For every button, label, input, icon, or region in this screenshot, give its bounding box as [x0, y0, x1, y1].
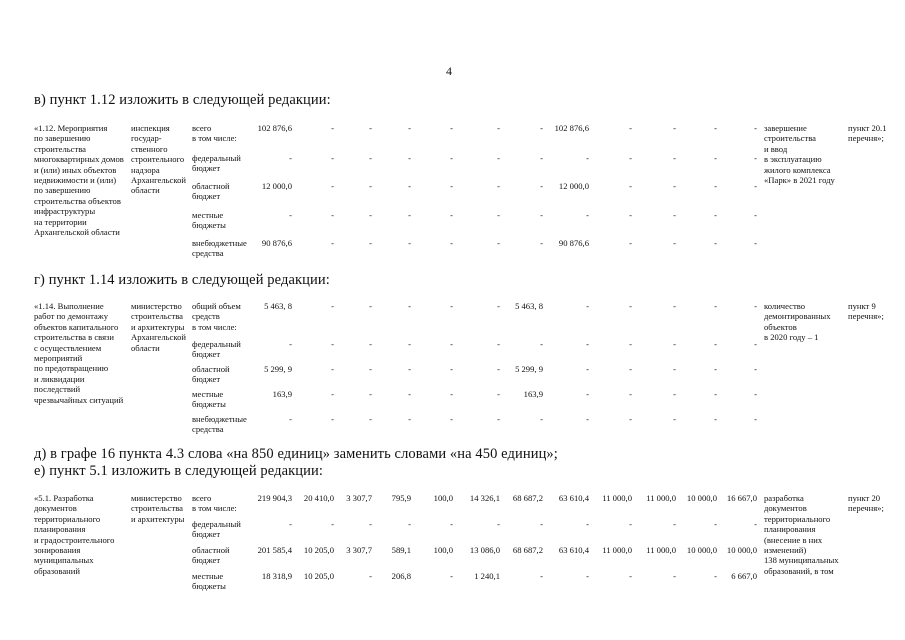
table-cell: -	[497, 238, 500, 248]
table-cell: -	[450, 153, 453, 163]
table-cell: -	[450, 519, 453, 529]
funding-source-label: областной бюджет	[192, 545, 230, 566]
table-cell: -	[754, 123, 757, 133]
table-cell: -	[369, 364, 372, 374]
table-cell: -	[673, 238, 676, 248]
reference: пункт 20.1 перечня»;	[848, 123, 887, 144]
table-cell: -	[450, 210, 453, 220]
table-cell: -	[289, 210, 292, 220]
table-cell: 11 000,0	[602, 545, 632, 555]
table-cell: 10 000,0	[686, 493, 717, 503]
table-cell: 3 307,7	[346, 493, 372, 503]
table-cell: 10 205,0	[303, 571, 334, 581]
table-cell: 589,1	[391, 545, 411, 555]
table-cell: -	[497, 153, 500, 163]
table-cell: -	[289, 339, 292, 349]
table-cell: -	[754, 339, 757, 349]
table-cell: -	[331, 339, 334, 349]
table-cell: -	[754, 210, 757, 220]
table-cell: -	[331, 414, 334, 424]
table-cell: -	[450, 301, 453, 311]
table-cell: -	[754, 414, 757, 424]
table-cell: -	[450, 571, 453, 581]
table-cell: 10 000,0	[686, 545, 717, 555]
table-cell: -	[714, 210, 717, 220]
table-cell: -	[369, 238, 372, 248]
table-cell: -	[540, 339, 543, 349]
table-cell: -	[497, 123, 500, 133]
funding-source-label: местные бюджеты	[192, 210, 226, 231]
table-cell: -	[714, 414, 717, 424]
table-cell: -	[289, 153, 292, 163]
table-cell: -	[331, 181, 334, 191]
table-cell: -	[629, 181, 632, 191]
table-cell: 12 000,0	[558, 181, 589, 191]
reference: пункт 9 перечня»;	[848, 301, 884, 322]
funding-source-label: внебюджетные средства	[192, 238, 247, 259]
table-cell: -	[714, 364, 717, 374]
table-cell: 68 687,2	[512, 545, 543, 555]
table-cell: -	[673, 519, 676, 529]
table-cell: 795,9	[391, 493, 411, 503]
table-cell: -	[714, 123, 717, 133]
table-cell: -	[450, 181, 453, 191]
table-cell: -	[629, 210, 632, 220]
table-cell: 18 318,9	[261, 571, 292, 581]
table-cell: -	[369, 414, 372, 424]
table-cell: -	[369, 181, 372, 191]
table-cell: -	[629, 123, 632, 133]
table-cell: 10 000,0	[726, 545, 757, 555]
table-cell: 14 326,1	[469, 493, 500, 503]
table-cell: -	[331, 364, 334, 374]
funding-source-label: внебюджетные средства	[192, 414, 247, 435]
table-cell: -	[540, 519, 543, 529]
table-cell: -	[629, 238, 632, 248]
table-cell: -	[369, 210, 372, 220]
table-cell: -	[369, 123, 372, 133]
table-cell: 5 463, 8	[515, 301, 543, 311]
table-cell: -	[754, 364, 757, 374]
table-cell: -	[497, 210, 500, 220]
table-cell: -	[629, 301, 632, 311]
table-cell: -	[714, 339, 717, 349]
table-cell: -	[497, 364, 500, 374]
table-cell: 1 240,1	[474, 571, 500, 581]
funding-source-label: общий объем средств в том числе:	[192, 301, 241, 332]
table-cell: 68 687,2	[512, 493, 543, 503]
table-cell: -	[450, 364, 453, 374]
table-cell: -	[408, 364, 411, 374]
table-cell: 100,0	[433, 545, 453, 555]
table-cell: 5 299, 9	[515, 364, 543, 374]
table-cell: -	[673, 414, 676, 424]
table-cell: -	[497, 181, 500, 191]
funding-source-label: федеральный бюджет	[192, 153, 241, 174]
table-cell: -	[673, 210, 676, 220]
table-cell: -	[673, 571, 676, 581]
table-cell: 11 000,0	[646, 545, 676, 555]
table-cell: -	[497, 301, 500, 311]
measure-name: «5.1. Разработка документов территориального планирования и градостроительного зонирования муниципальных образований	[34, 493, 115, 576]
table-cell: -	[586, 153, 589, 163]
table-cell: -	[408, 414, 411, 424]
table-cell: -	[714, 519, 717, 529]
table-cell: -	[369, 389, 372, 399]
table-cell: -	[754, 153, 757, 163]
table-cell: -	[754, 238, 757, 248]
heading-d: д) в графе 16 пункта 4.3 слова «на 850 единиц» заменить словами «на 450 единиц»;	[34, 446, 558, 462]
funding-source-label: всего в том числе:	[192, 123, 237, 144]
table-cell: -	[408, 153, 411, 163]
table-cell: -	[629, 339, 632, 349]
table-cell: -	[673, 153, 676, 163]
table-cell: -	[714, 181, 717, 191]
table-cell: -	[586, 571, 589, 581]
table-cell: -	[629, 364, 632, 374]
table-cell: -	[408, 339, 411, 349]
table-cell: -	[673, 181, 676, 191]
table-cell: -	[629, 389, 632, 399]
table-cell: -	[450, 389, 453, 399]
table-cell: -	[369, 301, 372, 311]
table-cell: -	[408, 301, 411, 311]
table-cell: -	[408, 181, 411, 191]
table-cell: -	[754, 181, 757, 191]
table-cell: -	[714, 238, 717, 248]
table-cell: 16 667,0	[726, 493, 757, 503]
table-cell: 90 876,6	[558, 238, 589, 248]
table-cell: -	[369, 339, 372, 349]
table-cell: 201 585,4	[257, 545, 292, 555]
table-cell: -	[673, 301, 676, 311]
table-cell: -	[586, 301, 589, 311]
table-cell: 100,0	[433, 493, 453, 503]
funding-source-label: всего в том числе:	[192, 493, 237, 514]
table-cell: -	[714, 571, 717, 581]
table-cell: 163,9	[523, 389, 543, 399]
measure-name: «1.12. Мероприятия по завершению строительства многоквартирных домов и (или) иных объектов недвижимости и (или) по завершению строительства объектов инфраструктуры на территории Архангельской области	[34, 123, 124, 238]
measure-name: «1.14. Выполнение работ по демонтажу объектов капитального строительства в связи с осуществлением мероприятий по предотвращению и ликвидации последствий чрезвычайных ситуаций	[34, 301, 124, 405]
table-cell: -	[289, 519, 292, 529]
table-cell: -	[497, 389, 500, 399]
table-cell: -	[540, 414, 543, 424]
table-cell: 13 086,0	[469, 545, 500, 555]
table-cell: -	[408, 238, 411, 248]
table-cell: -	[408, 123, 411, 133]
funding-source-label: местные бюджеты	[192, 389, 226, 410]
table-cell: -	[369, 571, 372, 581]
table-cell: -	[540, 210, 543, 220]
table-cell: -	[540, 123, 543, 133]
table-cell: -	[331, 123, 334, 133]
table-cell: -	[754, 389, 757, 399]
expected-result: разработка документов территориального планирования (внесение в них изменений) 138 муниципальных образований, в том	[764, 493, 839, 576]
table-cell: -	[497, 414, 500, 424]
heading-g: г) пункт 1.14 изложить в следующей редакции:	[34, 272, 330, 288]
table-cell: -	[586, 519, 589, 529]
expected-result: завершение строительства и ввод в эксплуатацию жилого комплекса «Парк» в 2021 году	[764, 123, 835, 186]
table-cell: -	[540, 571, 543, 581]
table-cell: -	[629, 571, 632, 581]
table-cell: -	[369, 519, 372, 529]
table-cell: -	[408, 519, 411, 529]
table-cell: -	[289, 414, 292, 424]
table-cell: -	[331, 238, 334, 248]
table-cell: -	[629, 414, 632, 424]
table-cell: 63 610,4	[558, 493, 589, 503]
table-cell: 5 299, 9	[264, 364, 292, 374]
table-cell: -	[369, 153, 372, 163]
table-cell: -	[586, 364, 589, 374]
table-cell: -	[540, 181, 543, 191]
table-cell: -	[331, 519, 334, 529]
table-cell: 20 410,0	[303, 493, 334, 503]
table-cell: -	[714, 389, 717, 399]
table-cell: 12 000,0	[261, 181, 292, 191]
table-cell: 102 876,6	[257, 123, 292, 133]
executor: министерство строительства и архитектуры	[131, 493, 185, 524]
table-cell: -	[497, 339, 500, 349]
table-cell: -	[331, 389, 334, 399]
table-cell: 11 000,0	[602, 493, 632, 503]
executor: министерство строительства и архитектуры Архангельской области	[131, 301, 186, 353]
table-cell: -	[714, 301, 717, 311]
table-cell: -	[331, 153, 334, 163]
funding-source-label: областной бюджет	[192, 181, 230, 202]
table-cell: 63 610,4	[558, 545, 589, 555]
funding-source-label: местные бюджеты	[192, 571, 226, 592]
table-cell: -	[754, 301, 757, 311]
table-cell: -	[331, 210, 334, 220]
page-number: 4	[446, 64, 452, 78]
table-cell: -	[497, 519, 500, 529]
table-cell: -	[540, 238, 543, 248]
table-cell: 5 463, 8	[264, 301, 292, 311]
table-cell: -	[408, 210, 411, 220]
table-cell: -	[540, 153, 543, 163]
table-cell: -	[586, 389, 589, 399]
table-cell: -	[450, 414, 453, 424]
table-cell: 90 876,6	[261, 238, 292, 248]
heading-e: е) пункт 5.1 изложить в следующей редакции:	[34, 463, 323, 479]
funding-source-label: федеральный бюджет	[192, 339, 241, 360]
table-cell: -	[629, 519, 632, 529]
funding-source-label: областной бюджет	[192, 364, 230, 385]
table-cell: 11 000,0	[646, 493, 676, 503]
heading-v: в) пункт 1.12 изложить в следующей редакции:	[34, 92, 331, 108]
table-cell: -	[586, 339, 589, 349]
table-cell: -	[754, 519, 757, 529]
table-cell: -	[586, 414, 589, 424]
table-cell: -	[629, 153, 632, 163]
table-cell: -	[673, 339, 676, 349]
table-cell: -	[673, 123, 676, 133]
table-cell: -	[450, 238, 453, 248]
table-cell: 163,9	[272, 389, 292, 399]
reference: пункт 20 перечня»;	[848, 493, 884, 514]
table-cell: -	[331, 301, 334, 311]
table-cell: 219 904,3	[257, 493, 292, 503]
table-cell: -	[673, 364, 676, 374]
table-cell: -	[586, 210, 589, 220]
table-cell: -	[714, 153, 717, 163]
table-cell: -	[408, 389, 411, 399]
table-cell: 206,8	[391, 571, 411, 581]
table-cell: -	[673, 389, 676, 399]
table-cell: 10 205,0	[303, 545, 334, 555]
executor: инспекция государ- ственного строительного надзора Архангельской области	[131, 123, 186, 196]
table-cell: -	[450, 339, 453, 349]
table-cell: -	[450, 123, 453, 133]
table-cell: 102 876,6	[554, 123, 589, 133]
expected-result: количество демонтированных объектов в 2020 году – 1	[764, 301, 831, 343]
table-cell: 3 307,7	[346, 545, 372, 555]
table-cell: 6 667,0	[731, 571, 757, 581]
funding-source-label: федеральный бюджет	[192, 519, 241, 540]
